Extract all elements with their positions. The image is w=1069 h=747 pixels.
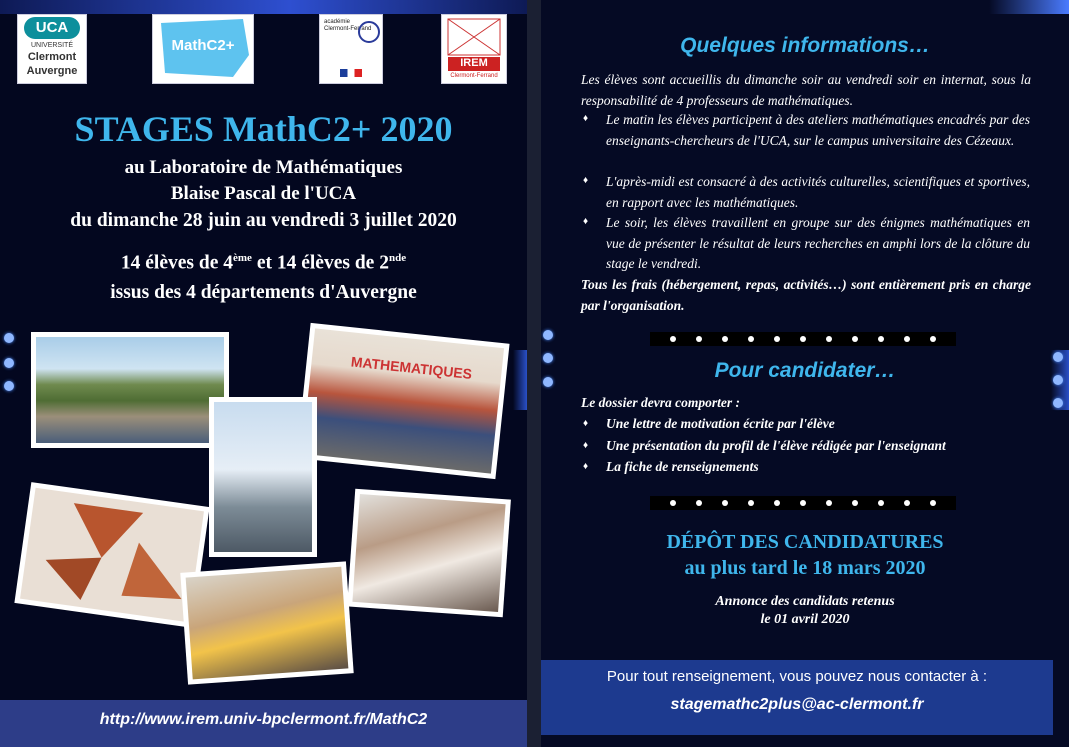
academie-logo — [319, 14, 383, 84]
photo-workshop — [347, 489, 511, 618]
photo-weather-image — [214, 402, 312, 552]
students-text-a: 14 élèves de 4 — [120, 252, 234, 274]
diamond-bullet-icon: ♦ — [583, 216, 589, 227]
contact-text: Pour tout renseignement, vous pouvez nous contacter à : — [606, 668, 988, 685]
uca-text-1: UNIVERSITÉ — [30, 42, 73, 49]
left-page — [0, 0, 527, 747]
mathc2-logo — [152, 14, 254, 84]
deadline-date: au plus tard le 18 mars 2020 — [684, 557, 926, 579]
website-url[interactable]: http://www.irem.univ-bpclermont.fr/MathC2 — [99, 711, 428, 728]
students-sup-2: nde — [388, 252, 407, 264]
info-item-2: L'après-midi est consacré à des activités culturelles, scientifiques et sportives, en rapport avec les mathématiques. — [606, 174, 1030, 210]
diamond-bullet-icon: ♦ — [583, 461, 589, 472]
irem-subtext: Clermont-Ferrand — [450, 73, 498, 79]
decor-dot — [543, 330, 553, 340]
info-heading: Quelques informations… — [680, 34, 930, 57]
location-line-2: Blaise Pascal de l'UCA — [170, 183, 357, 204]
decor-dot — [4, 358, 14, 368]
decor-dot — [4, 333, 14, 343]
students-line — [0, 252, 527, 275]
tangram-shapes — [20, 488, 204, 623]
students-sup-1: ème — [233, 252, 252, 264]
contact-email[interactable]: stagemathc2plus@ac-clermont.fr — [670, 696, 924, 713]
uca-logo — [17, 14, 87, 84]
academie-emblem-icon — [358, 21, 380, 43]
apply-heading: Pour candidater… — [714, 359, 896, 382]
photo-mountain-image — [36, 337, 224, 443]
piece-2: Une présentation du profil de l'élève rédigée par l'enseignant — [606, 438, 946, 453]
uca-mark: UCA — [24, 17, 80, 39]
photo-building-image — [186, 567, 349, 680]
announcement-line-1: Annonce des candidats retenus — [715, 594, 895, 609]
announcement-date: le 01 avril 2020 — [760, 612, 850, 627]
poster-title: STAGES MathC2+ 2020 — [74, 109, 453, 149]
photo-classroom-image — [302, 328, 504, 473]
dotted-divider-2 — [650, 496, 956, 510]
dates-line: du dimanche 28 juin au vendredi 3 juillet 2020 — [70, 210, 457, 231]
photo-tangram — [14, 482, 209, 628]
photo-building — [180, 561, 353, 684]
location-line-1: au Laboratoire de Mathématiques — [124, 157, 403, 178]
info-item-3: Le soir, les élèves travaillent en groupe sur des énigmes mathématiques en vue de présenter le résultat de leurs recherches en amphi lors de la clôture du stage le vendredi. — [606, 215, 1030, 271]
piece-3: La fiche de renseignements — [606, 459, 759, 474]
students-text-b: et 14 élèves de 2 — [251, 252, 389, 274]
decor-dot — [4, 381, 14, 391]
diamond-bullet-icon: ♦ — [583, 440, 589, 451]
photo-classroom-group — [296, 323, 509, 479]
diamond-bullet-icon: ♦ — [583, 418, 589, 429]
mathc2-logo-text: MathC2+ — [171, 37, 235, 54]
academie-text: académie Clermont-Ferrand — [324, 19, 372, 32]
diamond-bullet-icon: ♦ — [583, 113, 589, 124]
dossier-intro: Le dossier devra comporter : — [581, 395, 740, 410]
photo-weather-station — [209, 397, 317, 557]
photo-workshop-image — [352, 494, 505, 612]
photo-sign-text: MATHEMATIQUES — [350, 353, 473, 383]
piece-1: Une lettre de motivation écrite par l'élève — [606, 416, 835, 431]
uca-text-3: Auvergne — [26, 65, 78, 77]
top-decoration — [0, 0, 527, 14]
uca-text-2: Clermont — [27, 51, 77, 63]
decor-dot — [1053, 398, 1063, 408]
page-gutter — [527, 0, 541, 747]
photo-mountain — [31, 332, 229, 448]
diamond-bullet-icon: ♦ — [583, 175, 589, 186]
deadline-heading: DÉPÔT DES CANDIDATURES — [666, 531, 944, 553]
photo-tangram-image — [20, 488, 204, 623]
side-decoration — [513, 350, 527, 410]
info-intro: Les élèves sont accueillis du dimanche soir au vendredi soir en internat, sous la responsabilité de 4 professeurs de mathématiques. — [581, 72, 1031, 108]
flag-icon — [340, 69, 362, 77]
info-item-1: Le matin les élèves participent à des ateliers mathématiques encadrés par des enseignants-chercheurs de l'UCA, sur le campus universitaire des Cézeaux. — [606, 112, 1030, 148]
dotted-divider-1 — [650, 332, 956, 346]
departments-line: issus des 4 départements d'Auvergne — [110, 282, 417, 303]
costs-note: Tous les frais (hébergement, repas, activités…) sont entièrement pris en charge par l'organisation. — [581, 277, 1031, 313]
irem-logo — [441, 14, 507, 84]
top-right-decoration — [989, 0, 1069, 14]
irem-text: IREM — [460, 57, 488, 69]
